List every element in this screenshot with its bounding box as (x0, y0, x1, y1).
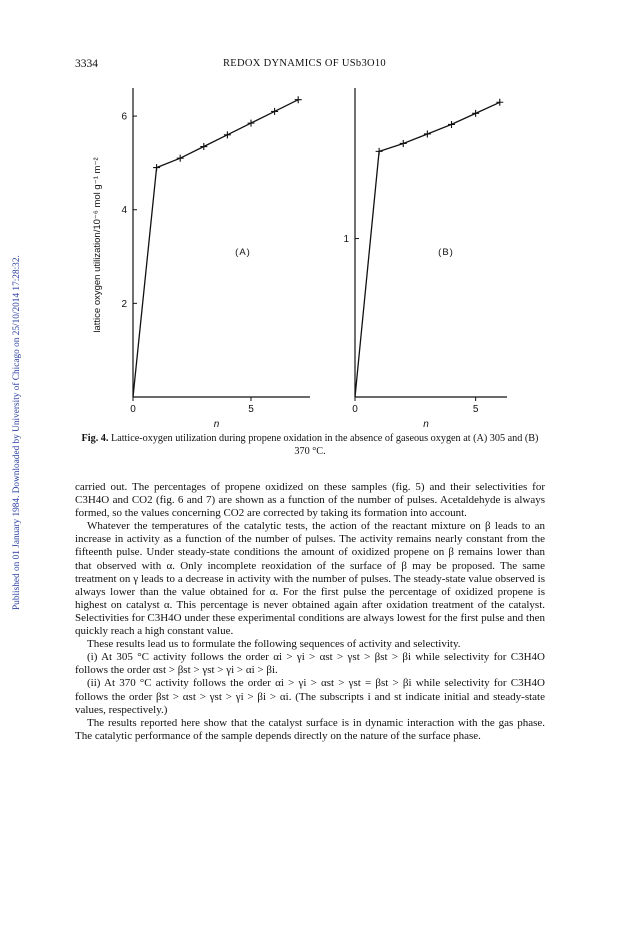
x-tick-label: 5 (248, 404, 254, 415)
figure-caption (75, 432, 545, 458)
data-point (448, 121, 455, 128)
data-point (224, 131, 231, 138)
x-tick-label: 0 (352, 404, 358, 415)
panel-a (92, 88, 310, 430)
panel-label: (B) (438, 247, 454, 258)
data-point (424, 130, 431, 137)
paragraph-4: (i) At 305 °C activity follows the order αi > γi > αst > γst > βst > βi while selectivity for C3H4O follows the order αst > βst > γst > γi > αi > βi. (75, 651, 545, 677)
data-point (153, 164, 160, 171)
data-point (295, 96, 302, 103)
paragraph-5: (ii) At 370 °C activity follows the order αi > γi > αst > γst = βst > βi while selectivity for C3H4O follows the order βst > αst > γst > γi > βi > αi. (The subscripts i and st indicate initial and steady-state values, respectively.) (75, 677, 545, 716)
y-tick-label: 1 (343, 234, 349, 246)
y-tick-label: 2 (121, 298, 127, 310)
paragraph-2: Whatever the temperatures of the catalytic tests, the action of the reactant mixture on β leads to an increase in activity as a function of the number of pulses. The activity remains nearly constant from the fifteenth pulse. Under steady-state conditions the amount of oxidized propene on β remains lower than that observed with α. Only incomplete reoxidation of the surface of β may be proposed. The same treatment on γ leads to a decrease in activity with the number of pulses. The steady-state value observed is always lower than the value obtained for α. For the first pulse the percentage of oxidized propene is highest on catalyst α. This percentage is never obtained again after oxidation treatment of the catalyst. Selectivities for C3H4O under these experimental conditions are always lowest for the first pulse and then quickly reach a high constant value. (75, 520, 545, 638)
body-text (75, 481, 545, 743)
figure-4 (0, 0, 624, 430)
x-tick-label: 0 (130, 404, 136, 415)
series-line (355, 102, 500, 397)
page-number: 3334 (75, 58, 98, 70)
y-axis-label: lattice oxygen utilization/10⁻⁶ mol g⁻¹ m⁻² (92, 157, 103, 333)
caption-label: Fig. 4. (81, 433, 109, 444)
paragraph-3: These results lead us to formulate the following sequences of activity and selectivity. (87, 638, 461, 651)
paragraph-6: The results reported here show that the catalyst surface is in dynamic interaction with the gas phase. The catalytic performance of the sample depends directly on the nature of the surface phase. (75, 716, 545, 742)
data-point (472, 110, 479, 117)
data-point (271, 108, 278, 115)
panel-b (343, 88, 507, 430)
running-title: REDOX DYNAMICS OF USb3O10 (223, 58, 386, 69)
y-tick-label: 4 (121, 205, 127, 217)
data-point (376, 148, 383, 155)
data-point (248, 120, 255, 127)
data-point (400, 140, 407, 147)
data-point (200, 143, 207, 150)
x-axis-label: n (213, 419, 220, 430)
caption-text: Lattice-oxygen utilization during propene oxidation in the absence of gaseous oxygen at (A) 305 and (B) 370 °C. (110, 433, 539, 457)
y-tick-label: 6 (121, 111, 127, 123)
data-point (177, 155, 184, 162)
x-tick-label: 5 (472, 404, 479, 415)
x-axis-label: n (423, 419, 429, 430)
series-line (133, 100, 298, 397)
watermark-text: Published on 01 January 1984. Downloaded by University of Chicago on 25/10/2014 17:28:32. (12, 255, 22, 610)
data-point (496, 99, 503, 106)
paragraph-1: carried out. The percentages of propene oxidized on these samples (fig. 5) and their selectivities for C3H4O and CO2 (fig. 6 and 7) are shown as a function of the number of pulses. Acetaldehyde is always formed, so the values concerning CO2 are corrected by taking its formation into account. (75, 481, 545, 520)
panel-label: (A) (235, 247, 251, 258)
